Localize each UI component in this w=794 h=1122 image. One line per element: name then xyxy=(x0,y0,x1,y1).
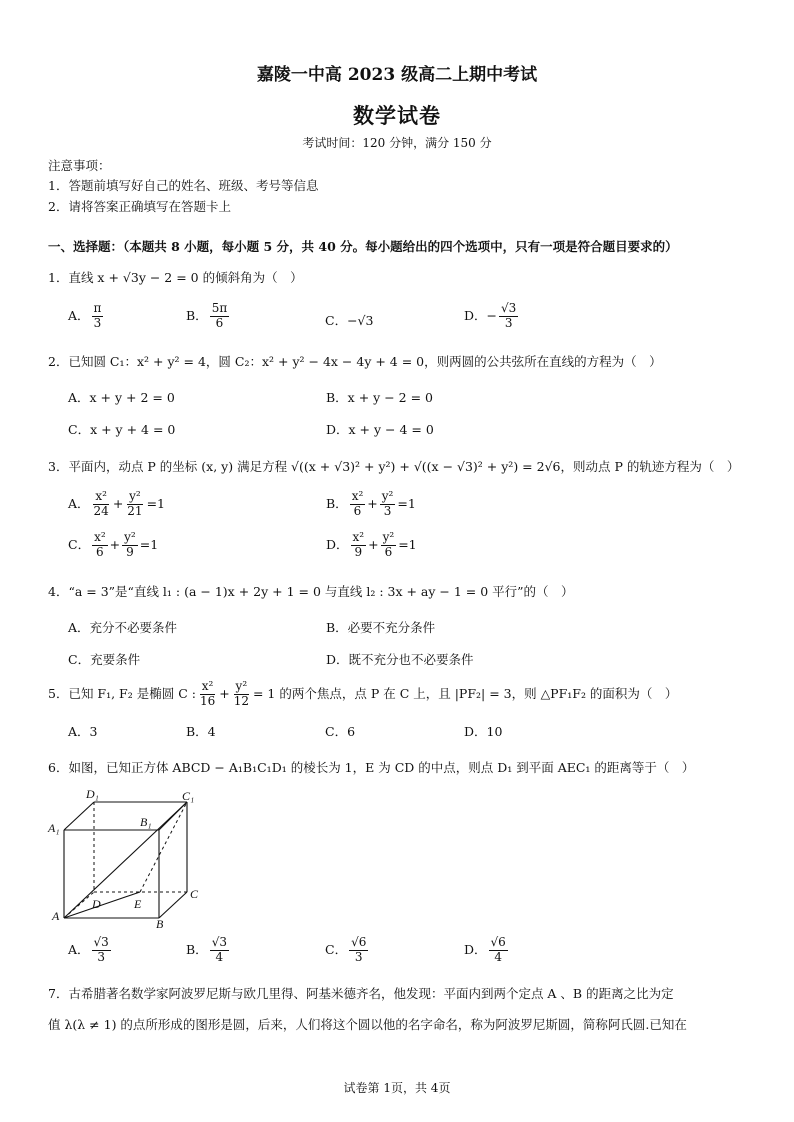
page-footer: 试卷第 1页，共 4页 xyxy=(343,1081,451,1095)
q2-option-b: B．x + y − 2 = 0 xyxy=(326,390,433,405)
question-7-line1: 7．古希腊著名数学家阿波罗尼斯与欧几里得、阿基米德齐名，他发现：平面内到两个定点 A 、B 的距离之比为定 xyxy=(48,986,674,1001)
label-A1: A₁ xyxy=(48,821,60,835)
q4-option-d: D．既不充分也不必要条件 xyxy=(326,652,474,667)
label-C: C xyxy=(190,887,199,901)
q1-option-d: D．− $\frac{√3}{3}$ xyxy=(464,301,517,330)
q5-option-c: C．6 xyxy=(325,724,356,739)
q6-option-b: B． $\frac{√3}{4}$ xyxy=(186,935,227,964)
q2-option-d: D．x + y − 4 = 0 xyxy=(326,422,434,437)
section-heading: 一、选择题：（本题共 8 小题，每小题 5 分，共 40 分。每小题给出的四个选项中，只有一项是符合题目要求的） xyxy=(48,239,678,254)
q3-option-c: C． $\frac{\text{x²}}{6}$ + $\frac{\text{y²}}{9}$ =1 xyxy=(68,530,159,559)
cube-figure xyxy=(44,786,214,930)
q6-option-c: C． $\frac{√6}{3}$ xyxy=(325,935,367,964)
label-B: B xyxy=(156,917,164,930)
q3-option-b: B． $\frac{\text{x²}}{6}$ + $\frac{\text{y²}}{3}$ =1 xyxy=(326,489,416,518)
q3-option-a: A． $\frac{\text{x²}}{24}$ + $\frac{\text{y²}}{21}$ =1 xyxy=(68,489,166,518)
label-D: D xyxy=(92,897,101,911)
exam-subtitle: 数学试卷 xyxy=(353,103,441,128)
label-A: A xyxy=(52,909,60,923)
q2-option-c: C．x + y + 4 = 0 xyxy=(68,422,176,437)
question-4-stem: 4．“a = 3”是“直线 l₁ : (a − 1)x + 2y + 1 = 0 与直线 l₂ : 3x + ay − 1 = 0 平行”的（ ） xyxy=(48,584,574,599)
notes-label: 注意事项： xyxy=(48,158,111,173)
q5-option-d: D．10 xyxy=(464,724,503,739)
q1-option-b: B． $\frac{5\pi}{6}$ xyxy=(186,301,228,330)
question-3-stem: 3．平面内，动点 P 的坐标 (x, y) 满足方程 √((x + √3)² + y²) + √((x − √3)² + y²) = 2√6，则动点 P 的轨迹方程为（ ） xyxy=(48,459,740,474)
question-6-stem: 6．如图，已知正方体 ABCD − A₁B₁C₁D₁ 的棱长为 1，E 为 CD 的中点，则点 D₁ 到平面 AEC₁ 的距离等于（ ） xyxy=(48,760,695,775)
q5-option-a: A．3 xyxy=(68,724,98,739)
q1-option-c: C．−√3 xyxy=(325,313,374,328)
question-1-stem: 1．直线 x + √3y − 2 = 0 的倾斜角为（ ） xyxy=(48,270,303,285)
q2-option-a: A．x + y + 2 = 0 xyxy=(68,390,175,405)
label-D1: D₁ xyxy=(86,787,99,801)
exam-title: 嘉陵一中高 2023 级高二上期中考试 xyxy=(256,65,538,85)
note-item: 2．请将答案正确填写在答题卡上 xyxy=(48,199,231,214)
q3-option-d: D． $\frac{\text{x²}}{9}$ + $\frac{\text{y²}}{6}$ =1 xyxy=(326,530,417,559)
q4-option-b: B．必要不充分条件 xyxy=(326,620,436,635)
question-2-stem: 2．已知圆 C₁：x² + y² = 4，圆 C₂：x² + y² − 4x − 4y + 4 = 0，则两圆的公共弦所在直线的方程为（ ） xyxy=(48,354,662,369)
q5-option-b: B．4 xyxy=(186,724,216,739)
q1-option-a: A． $\frac{\pi}{3}$ xyxy=(68,301,102,330)
q4-option-a: A．充分不必要条件 xyxy=(68,620,178,635)
q6-option-a: A． $\frac{√3}{3}$ xyxy=(68,935,109,964)
note-item: 1．答题前填写好自己的姓名、班级、考号等信息 xyxy=(48,178,319,193)
label-B1: B₁ xyxy=(140,815,152,829)
label-C1: C₁ xyxy=(182,789,195,803)
exam-info: 考试时间：120 分钟，满分 150 分 xyxy=(302,136,492,150)
q4-option-c: C．充要条件 xyxy=(68,652,141,667)
label-E: E xyxy=(134,897,142,911)
question-7-line2: 值 λ(λ ≠ 1) 的点所形成的图形是圆，后来，人们将这个圆以他的名字命名，称为阿波罗尼斯圆，简称阿氏圆.已知在 xyxy=(48,1017,687,1032)
question-5-stem: 5．已知 F₁, F₂ 是椭圆 C : $\frac{\text{x²}}{16}$ + $\frac{\text{y²}}{12}$ = 1 的两个焦点，点 P 在 C 上，且 |PF₂| = 3，则 △PF₁F₂ 的面积为（ ） xyxy=(48,679,678,708)
q6-option-d: D． $\frac{√6}{4}$ xyxy=(464,935,506,964)
